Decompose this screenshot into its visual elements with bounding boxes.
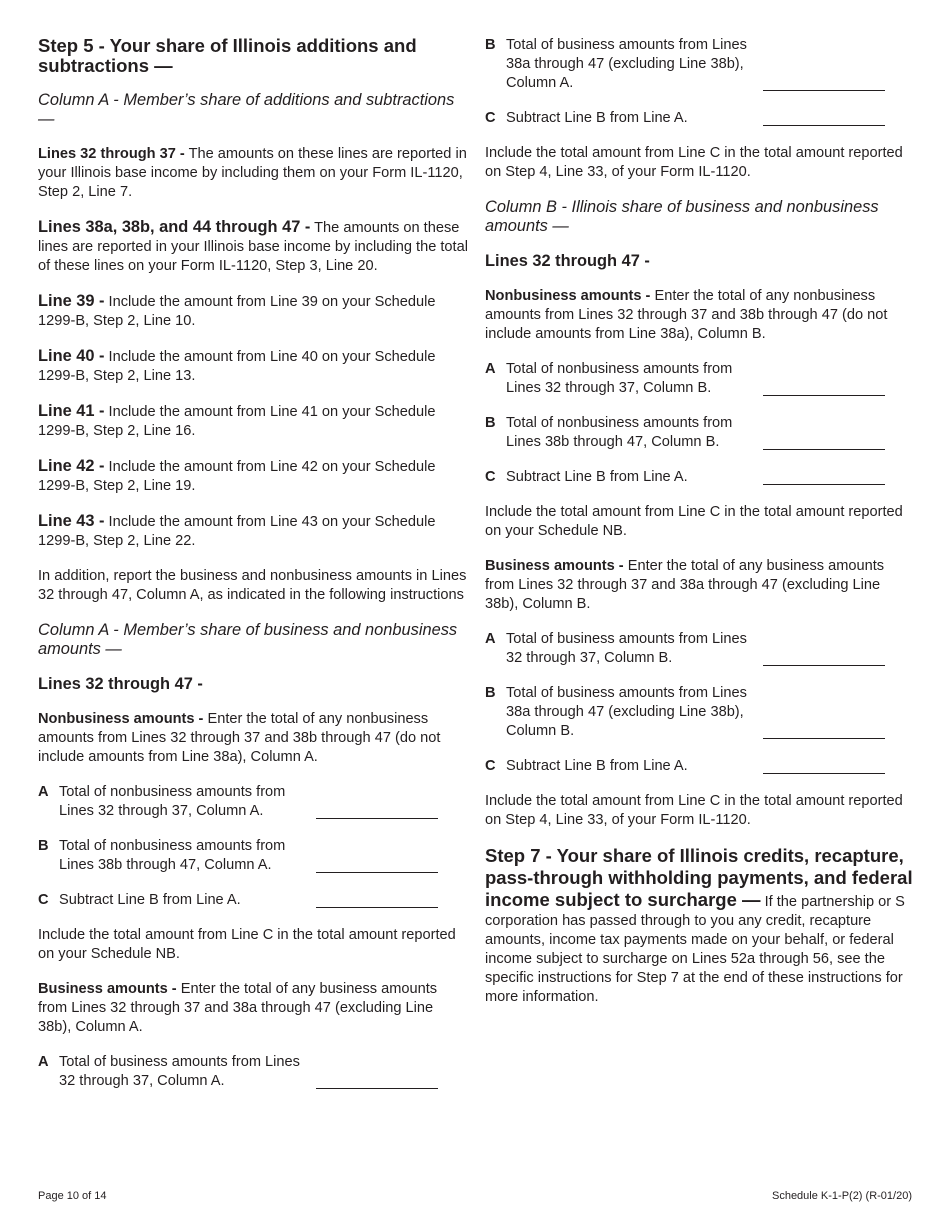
nonbusiness-include-note: Include the total amount from Line C in the total amount reported on your Schedule NB. — [485, 504, 903, 539]
column-a-additions-heading: Column A - Member’s share of additions and subtractions — — [38, 91, 455, 128]
nonbusiness-paragraph: Nonbusiness amounts - Enter the total of any nonbusiness amounts from Lines 32 through 37 and 38b through 47 (do not include amounts from Line 38a), Column B. — [485, 288, 888, 342]
line-41-paragraph: Line 41 - Include the amount from Line 41 on your Schedule 1299-B, Step 2, Line 16. — [38, 402, 436, 439]
worksheet-line-b: B Total of business amounts from Lines 38a through 47 (excluding Line 38b), Column B. — [485, 684, 885, 741]
worksheet-line-b: B Total of business amounts from Lines 38a through 47 (excluding Line 38b), Column A. — [485, 36, 885, 93]
step5-heading: Step 5 - Your share of Illinois additions and subtractions — — [38, 35, 417, 76]
lines-32-37-paragraph: Lines 32 through 37 - The amounts on these lines are reported in your Illinois base income by including them on your Form IL-1120, Step 2, Line 7. — [38, 146, 467, 200]
worksheet-line-a: A Total of business amounts from Lines 32 through 37, Column B. — [485, 630, 885, 668]
line-41-label: Line 41 - — [38, 402, 105, 420]
nonbusiness-include-note: Include the total amount from Line C in the total amount reported on your Schedule NB. — [38, 927, 456, 962]
worksheet-line-b: B Total of nonbusiness amounts from Lines 38b through 47, Column A. — [38, 837, 438, 875]
line-40-label: Line 40 - — [38, 347, 105, 365]
worksheet-line-b: B Total of nonbusiness amounts from Lines 38b through 47, Column B. — [485, 414, 885, 452]
worksheet-line-c: C Subtract Line B from Line A. — [485, 109, 885, 128]
entry-blank[interactable] — [763, 651, 885, 666]
addition-paragraph: In addition, report the business and nonbusiness amounts in Lines 32 through 47, Column A, as indicated in the following instructions — [38, 568, 467, 603]
business-label: Business amounts - — [38, 981, 177, 997]
line-42-label: Line 42 - — [38, 457, 105, 475]
step7-heading: Step 7 - Your share of Illinois credits, recapture, pass-through withholding payments, and federal income subject to surcharge — — [485, 845, 913, 910]
line-39-label: Line 39 - — [38, 292, 105, 310]
business-label: Business amounts - — [485, 558, 624, 574]
form-identifier: Schedule K-1-P(2) (R-01/20) — [771, 1190, 912, 1202]
entry-blank[interactable] — [763, 111, 885, 126]
worksheet-line-c: C Subtract Line B from Line A. — [485, 468, 885, 487]
entry-blank[interactable] — [763, 470, 885, 485]
lines-32-47-heading: Lines 32 through 47 - — [38, 675, 203, 693]
lines-38-label: Lines 38a, 38b, and 44 through 47 - — [38, 218, 311, 236]
worksheet-line-a: A Total of nonbusiness amounts from Lines 32 through 37, Column B. — [485, 360, 885, 398]
entry-blank[interactable] — [316, 858, 438, 873]
business-paragraph: Business amounts - Enter the total of any business amounts from Lines 32 through 37 and 38a through 47 (excluding Line 38b), Column A. — [38, 981, 438, 1035]
business-paragraph: Business amounts - Enter the total of any business amounts from Lines 32 through 37 and 38a through 47 (excluding Line 38b), Column B. — [485, 558, 885, 612]
worksheet-line-a: A Total of business amounts from Lines 32 through 37, Column A. — [38, 1053, 438, 1091]
worksheet-line-c: C Subtract Line B from Line A. — [38, 891, 438, 910]
worksheet-line-a: A Total of nonbusiness amounts from Lines 32 through 37, Column A. — [38, 783, 438, 821]
nonbusiness-paragraph: Nonbusiness amounts - Enter the total of any nonbusiness amounts from Lines 32 through 37 and 38b through 47 (do not include amounts from Line 38a), Column A. — [38, 711, 441, 765]
lines-32-47-heading: Lines 32 through 47 - — [485, 252, 650, 270]
line-39-paragraph: Line 39 - Include the amount from Line 39 on your Schedule 1299-B, Step 2, Line 10. — [38, 292, 436, 329]
line-43-paragraph: Line 43 - Include the amount from Line 43 on your Schedule 1299-B, Step 2, Line 22. — [38, 512, 436, 549]
right-column — [485, 36, 915, 1007]
business-include-note: Include the total amount from Line C in the total amount reported on Step 4, Line 33, of your Form IL-1120. — [485, 793, 903, 828]
worksheet-line-c: C Subtract Line B from Line A. — [485, 757, 885, 776]
lines-32-37-label: Lines 32 through 37 - — [38, 146, 185, 162]
line-43-label: Line 43 - — [38, 512, 105, 530]
entry-blank[interactable] — [316, 804, 438, 819]
step7-paragraph: Step 7 - Your share of Illinois credits, recapture, pass-through withholding payments, and federal income subject to surcharge — If the partnership or S corporation has passed through to you any credit, recapture amounts, income tax payments made on your behalf, or federal income subject to surcharge on Lines 52a through 56, see the specific instructions for Step 7 at the end of these instructions for more information. — [485, 845, 913, 1005]
entry-blank[interactable] — [316, 893, 438, 908]
column-b-heading: Column B - Illinois share of business and nonbusiness amounts — — [485, 198, 879, 235]
line-42-paragraph: Line 42 - Include the amount from Line 42 on your Schedule 1299-B, Step 2, Line 19. — [38, 457, 436, 494]
nonbusiness-label: Nonbusiness amounts - — [485, 288, 651, 304]
entry-blank[interactable] — [763, 724, 885, 739]
entry-blank[interactable] — [763, 381, 885, 396]
entry-blank[interactable] — [316, 1074, 438, 1089]
nonbusiness-label: Nonbusiness amounts - — [38, 711, 204, 727]
line-40-paragraph: Line 40 - Include the amount from Line 40 on your Schedule 1299-B, Step 2, Line 13. — [38, 347, 436, 384]
column-a-business-heading: Column A - Member’s share of business and nonbusiness amounts — — [38, 621, 458, 658]
entry-blank[interactable] — [763, 76, 885, 91]
lines-38-paragraph: Lines 38a, 38b, and 44 through 47 - The amounts on these lines are reported in your Illinois base income by including the total of these lines on your Form IL-1120, Step 3, Line 20. — [38, 218, 468, 274]
entry-blank[interactable] — [763, 759, 885, 774]
left-column — [38, 36, 470, 1107]
entry-blank[interactable] — [763, 435, 885, 450]
business-include-note: Include the total amount from Line C in the total amount reported on Step 4, Line 33, of your Form IL-1120. — [485, 145, 903, 180]
page-number: Page 10 of 14 — [38, 1190, 107, 1202]
